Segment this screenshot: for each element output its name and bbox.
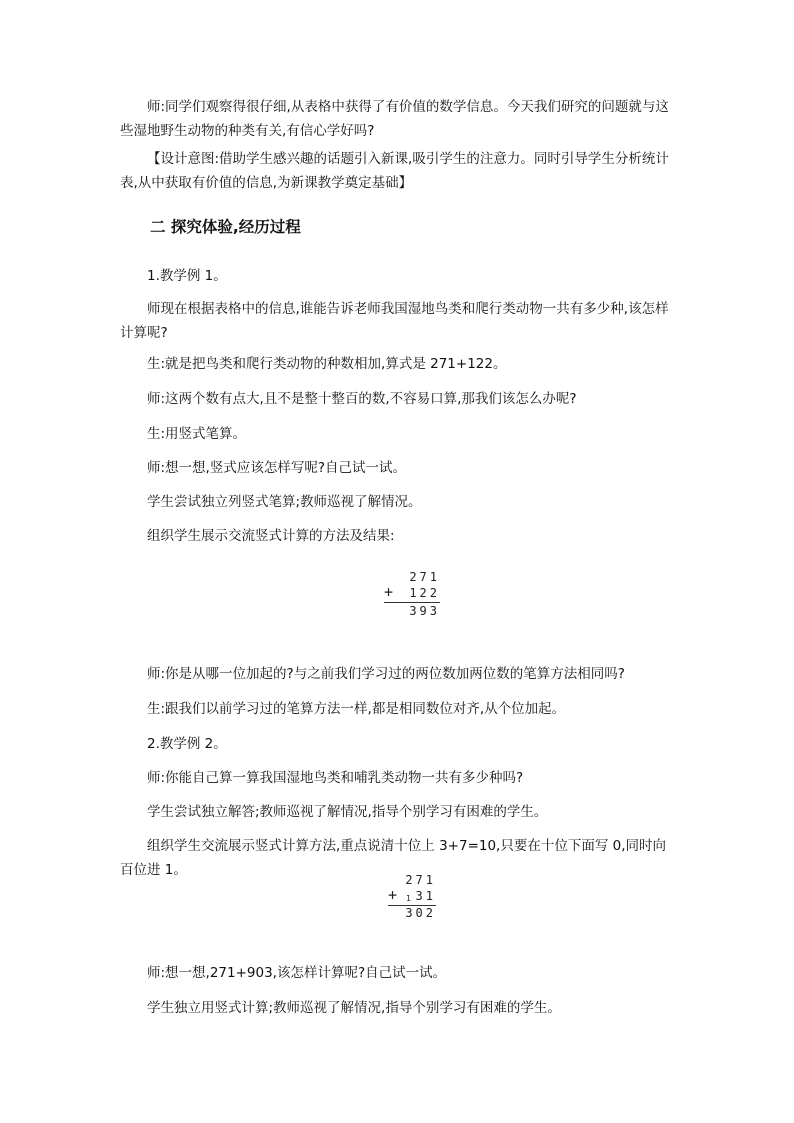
- paragraph-teacher-intro: 师:同学们观察得很仔细,从表格中获得了有价值的数学信息。今天我们研究的问题就与这些湿地野生动物的种类有关,有信心学好吗?: [120, 99, 669, 139]
- paragraph-student-attempt-2: 学生尝试独立解答;教师巡视了解情况,指导个别学习有困难的学生。: [147, 804, 548, 820]
- paragraph-teacher-question-2: 师:这两个数有点大,且不是整十整百的数,不容易口算,那我们该怎么办呢?: [147, 391, 577, 407]
- paragraph-student-attempt: 学生尝试独立列竖式笔算;教师巡视了解情况。: [147, 494, 422, 510]
- paragraph-teacher-prompt: 师:想一想,竖式应该怎样写呢?自己试一试。: [147, 460, 407, 476]
- vertical-calculation-2: [388, 873, 436, 921]
- calc1-sum-line: [384, 602, 440, 603]
- calc2-carry-mark: 1: [406, 894, 411, 903]
- paragraph-teacher-question-3: 师:你是从哪一位加起的?与之前我们学习过的两位数加两位数的笔算方法相同吗?: [147, 666, 625, 682]
- calc1-top-number: 271: [409, 570, 440, 584]
- calc2-result: 302: [405, 906, 436, 920]
- paragraph-student-answer-3: 生:跟我们以前学习过的笔算方法一样,都是相同数位对齐,从个位加起。: [147, 701, 566, 717]
- calc2-bottom-number: 31: [415, 889, 436, 903]
- paragraph-design-intent: 【设计意图:借助学生感兴趣的话题引入新课,吸引学生的注意力。同时引导学生分析统计表,从中获取有价值的信息,为新课教学奠定基础】: [120, 151, 669, 191]
- paragraph-teacher-question-1: 师现在根据表格中的信息,谁能告诉老师我国湿地鸟类和爬行类动物一共有多少种,该怎样计算呢?: [120, 301, 669, 341]
- paragraph-teacher-prompt-2: 师:想一想,271+903,该怎样计算呢?自己试一试。: [147, 965, 447, 981]
- paragraph-example-2-title: 2.教学例 2。: [147, 736, 227, 752]
- calc1-result: 393: [409, 604, 440, 618]
- calc1-plus-sign: +: [384, 583, 394, 601]
- section-heading: 二 探究体验,经历过程: [150, 218, 301, 236]
- calc1-bottom-number: 122: [409, 586, 440, 600]
- paragraph-student-answer-2: 生:用竖式笔算。: [147, 426, 247, 442]
- vertical-calculation-1: [384, 570, 440, 620]
- paragraph-teacher-question-4: 师:你能自己算一算我国湿地鸟类和哺乳类动物一共有多少种吗?: [147, 770, 524, 786]
- paragraph-organize-display: 组织学生展示交流竖式计算的方法及结果:: [147, 528, 395, 544]
- paragraph-example-1-title: 1.教学例 1。: [147, 268, 227, 284]
- paragraph-student-independent: 学生独立用竖式计算;教师巡视了解情况,指导个别学习有困难的学生。: [147, 1000, 561, 1016]
- calc2-plus-sign: +: [388, 886, 398, 904]
- paragraph-student-answer-1: 生:就是把鸟类和爬行类动物的种数相加,算式是 271+122。: [147, 356, 507, 372]
- paragraph-exchange-display: 组织学生交流展示竖式计算方法,重点说清十位上 3+7=10,只要在十位下面写 0,同时向百位进 1。: [120, 838, 667, 878]
- calc2-top-number: 271: [405, 873, 436, 887]
